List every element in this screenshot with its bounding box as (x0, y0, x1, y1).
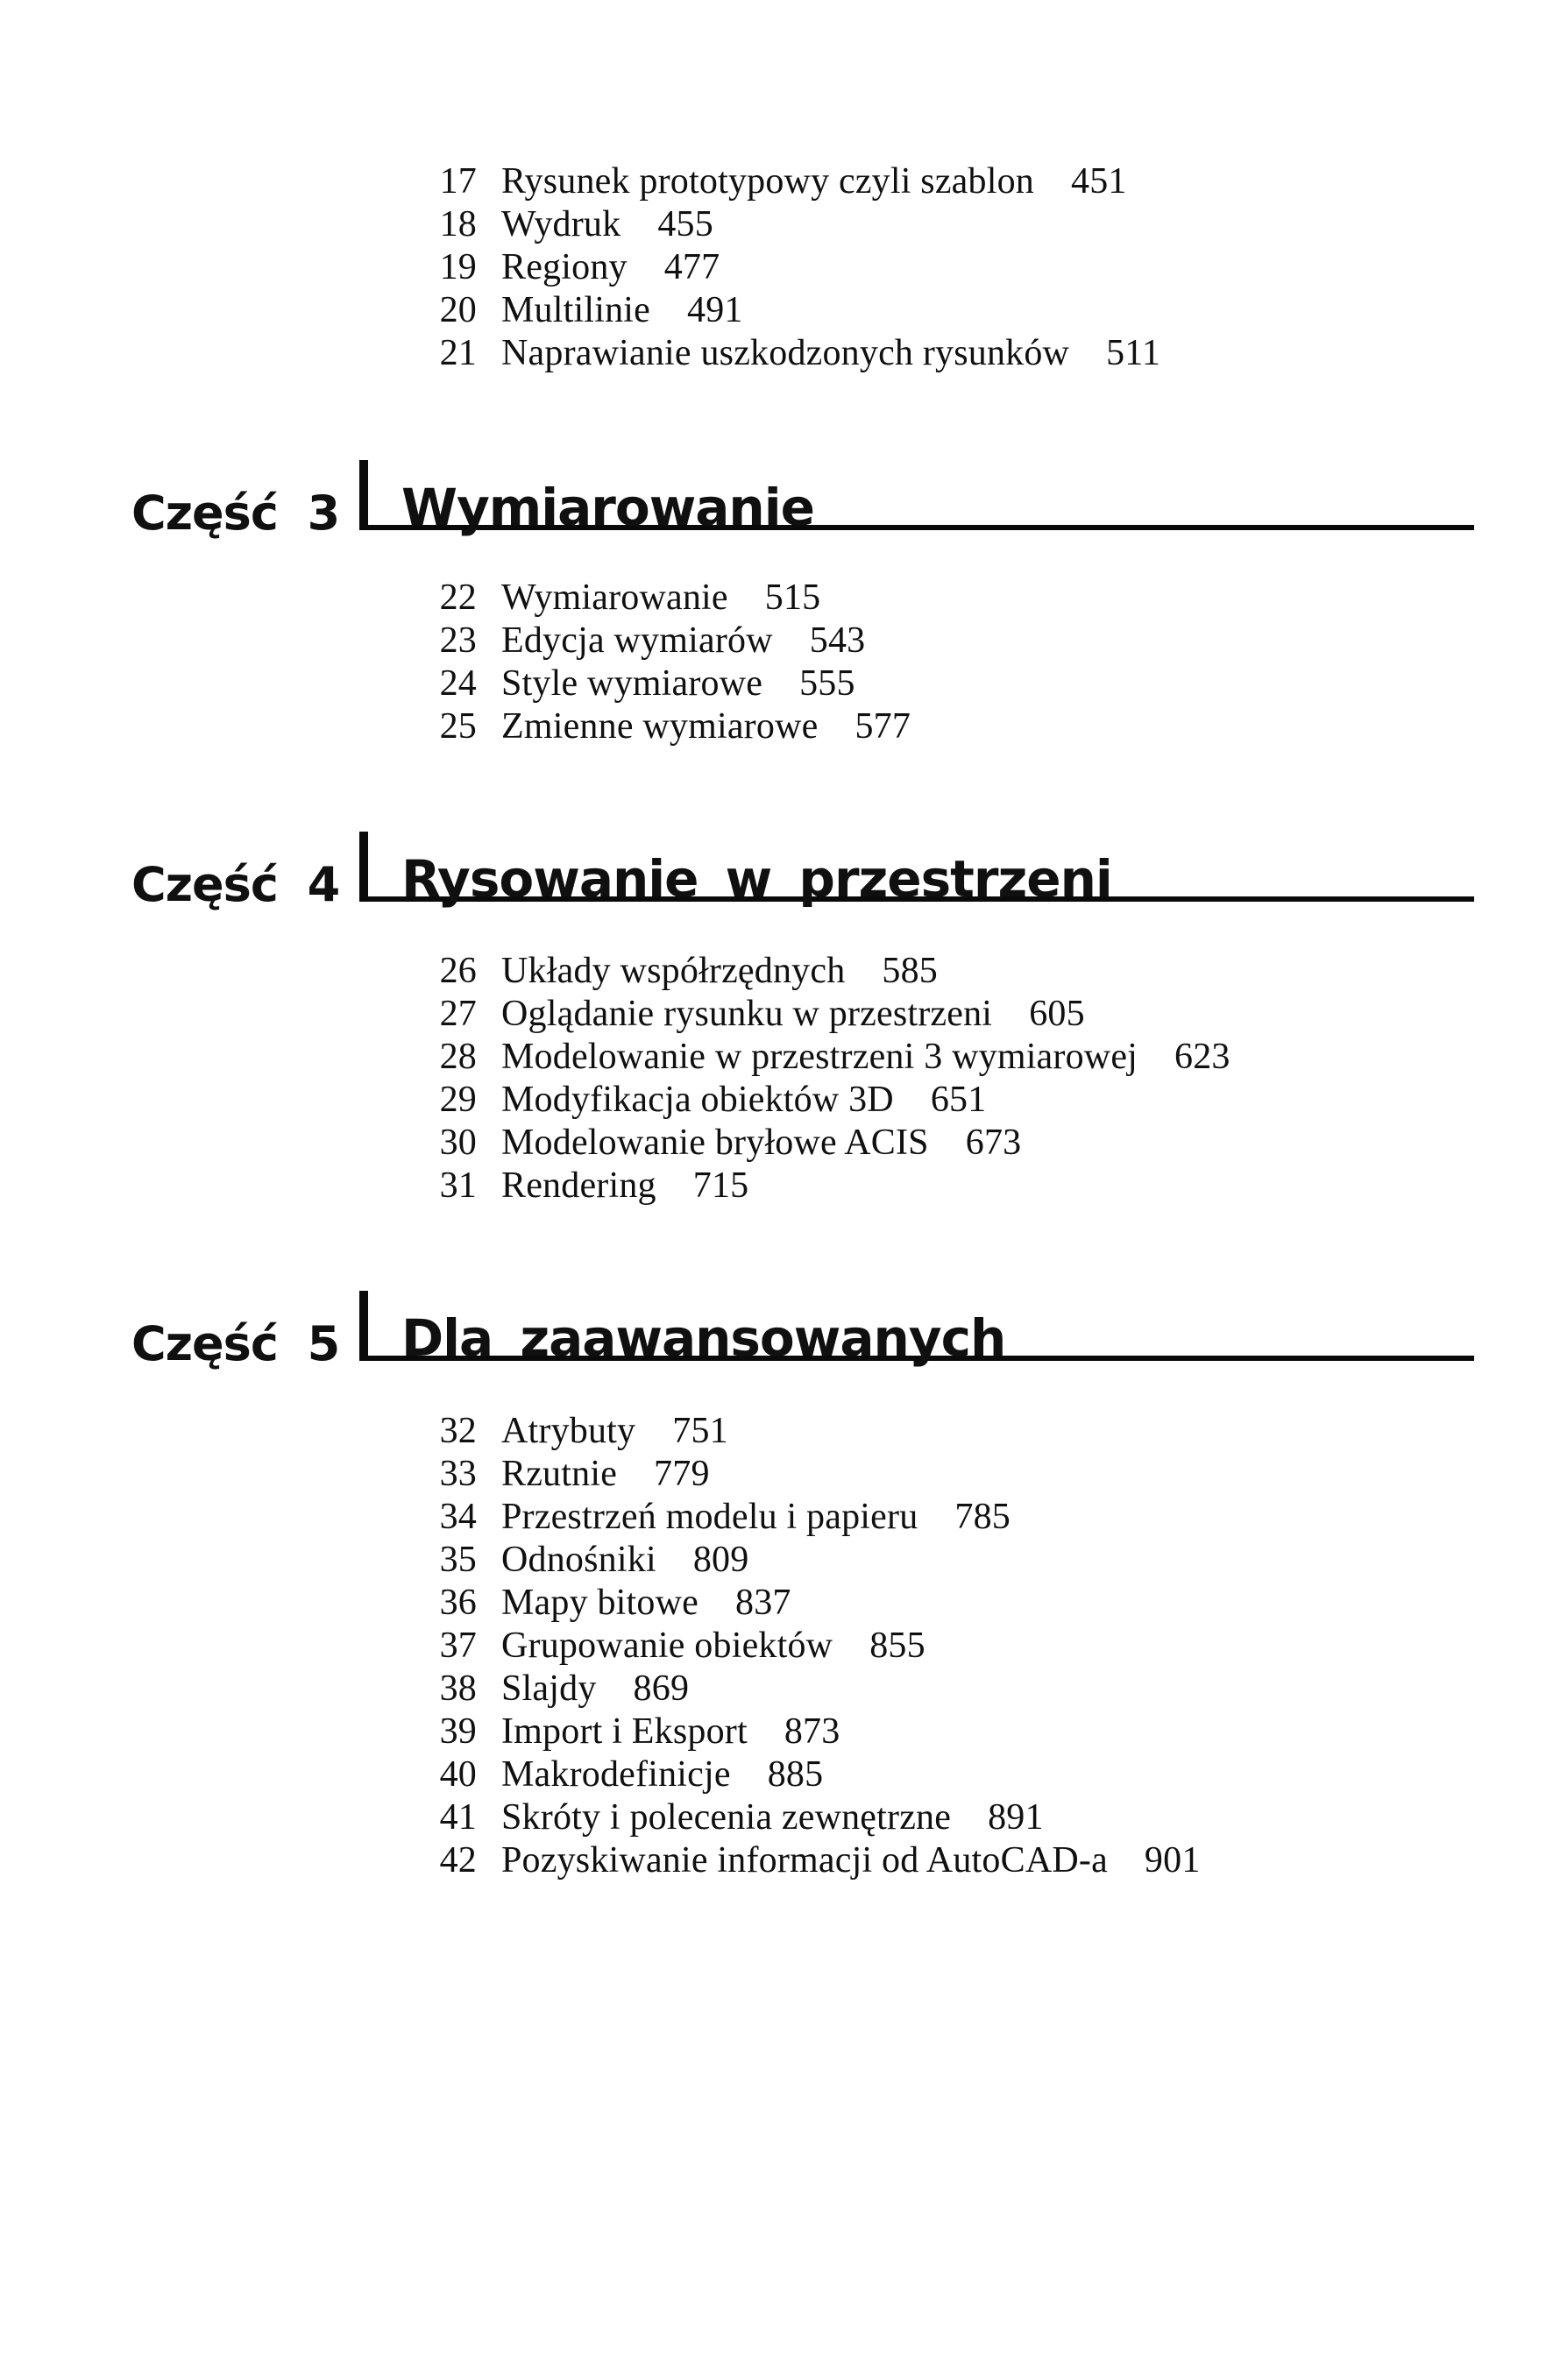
chapter-title: Modelowanie bryłowe ACIS (501, 1123, 929, 1163)
page-number: 651 (930, 1080, 987, 1120)
chapter-title: Naprawianie uszkodzonych rysunków (501, 333, 1070, 373)
toc-entry (433, 1453, 1397, 1496)
page-number: 751 (672, 1411, 728, 1451)
chapter-title: Przestrzeń modelu i papieru (501, 1497, 918, 1537)
chapter-number: 40 (439, 1754, 477, 1795)
part-rule-box (359, 460, 1474, 537)
chapter-number: 29 (439, 1080, 477, 1120)
page-number: 873 (784, 1711, 840, 1752)
chapter-number: 24 (439, 663, 477, 704)
chapter-number: 19 (439, 247, 477, 287)
page-number: 715 (692, 1165, 749, 1206)
chapter-title: Atrybuty (501, 1411, 636, 1451)
toc-entry (433, 1079, 1397, 1122)
page-number: 515 (764, 577, 821, 618)
toc-entry (433, 1036, 1397, 1079)
chapter-number: 38 (439, 1668, 477, 1709)
page-number: 455 (657, 204, 713, 244)
chapter-title: Zmienne wymiarowe (501, 706, 819, 747)
page-number: 555 (799, 663, 855, 704)
toc-entry (433, 662, 1397, 705)
chapter-number: 22 (439, 577, 477, 618)
page-number: 809 (692, 1540, 749, 1580)
toc-entry (433, 993, 1397, 1036)
chapter-number: 28 (439, 1037, 477, 1077)
toc-entry (433, 1496, 1397, 1539)
toc-entry (433, 1839, 1397, 1882)
chapter-title: Wymiarowanie (501, 577, 728, 618)
toc-entry (433, 620, 1397, 662)
page-number: 543 (809, 620, 866, 661)
toc-section-list (433, 577, 1397, 748)
toc-section-list (433, 950, 1397, 1208)
page-number: 673 (965, 1123, 1022, 1163)
chapter-number: 34 (439, 1497, 477, 1537)
chapter-title: Slajdy (501, 1668, 597, 1709)
toc-entry (433, 1165, 1397, 1208)
toc-entry (433, 1625, 1397, 1668)
part-label-text: Część 3 (131, 485, 340, 541)
page-number: 605 (1029, 994, 1085, 1034)
chapter-number: 20 (439, 290, 477, 330)
chapter-title: Makrodefinicje (501, 1754, 731, 1795)
toc-entry (433, 1122, 1397, 1165)
page-number: 837 (735, 1583, 791, 1623)
toc-entry (433, 577, 1397, 620)
page-number: 885 (767, 1754, 824, 1795)
toc-entry (433, 1410, 1397, 1453)
chapter-number: 35 (439, 1540, 477, 1580)
toc-entry (433, 950, 1397, 993)
chapter-title: Multilinie (501, 290, 650, 330)
page-number: 491 (687, 290, 743, 330)
chapter-number: 21 (439, 333, 477, 373)
page-number: 785 (954, 1497, 1011, 1537)
page-number: 577 (855, 706, 911, 747)
page-number: 451 (1071, 161, 1127, 202)
chapter-number: 25 (439, 706, 477, 747)
chapter-number: 31 (439, 1165, 477, 1206)
toc-entry (433, 1711, 1397, 1753)
part-rule-box (359, 1291, 1474, 1368)
chapter-number: 17 (439, 161, 477, 202)
chapter-title: Układy współrzędnych (501, 951, 846, 991)
part-label (131, 460, 359, 541)
chapter-number: 36 (439, 1583, 477, 1623)
page-number: 891 (988, 1797, 1044, 1838)
chapter-title: Rendering (501, 1165, 656, 1206)
chapter-title: Modyfikacja obiektów 3D (501, 1080, 894, 1120)
chapter-title: Edycja wymiarów (501, 620, 773, 661)
page-number: 901 (1144, 1840, 1201, 1881)
chapter-number: 30 (439, 1123, 477, 1163)
chapter-title: Odnośniki (501, 1540, 656, 1580)
toc-section-list (433, 1410, 1397, 1882)
toc-entry (433, 246, 1397, 289)
chapter-title: Skróty i polecenia zewnętrzne (501, 1797, 952, 1838)
chapter-number: 33 (439, 1454, 477, 1494)
chapter-title: Modelowanie w przestrzeni 3 wymiarowej (501, 1037, 1138, 1077)
chapter-title: Grupowanie obiektów (501, 1626, 833, 1666)
part-rule-box (359, 832, 1474, 909)
chapter-number: 37 (439, 1626, 477, 1666)
chapter-title: Mapy bitowe (501, 1583, 699, 1623)
chapter-title: Style wymiarowe (501, 663, 763, 704)
chapter-number: 23 (439, 620, 477, 661)
toc-entry (433, 1582, 1397, 1625)
chapter-title: Pozyskiwanie informacji od AutoCAD-a (501, 1840, 1108, 1881)
part-title: Wymiarowanie (401, 478, 814, 537)
chapter-number: 39 (439, 1711, 477, 1752)
toc-entry (433, 1796, 1397, 1839)
page-number: 623 (1174, 1037, 1230, 1077)
chapter-title: Import i Eksport (501, 1711, 748, 1752)
part-title: Dla zaawansowanych (401, 1308, 1006, 1368)
part-title: Rysowanie w przestrzeni (401, 849, 1112, 909)
part-heading-5 (131, 1291, 1474, 1371)
chapter-number: 41 (439, 1797, 477, 1838)
page-number: 869 (633, 1668, 690, 1709)
chapter-number: 27 (439, 994, 477, 1034)
chapter-title: Rysunek prototypowy czyli szablon (501, 161, 1034, 202)
page-number: 855 (869, 1626, 925, 1666)
part-label-text: Część 4 (131, 857, 340, 912)
chapter-title: Regiony (501, 247, 628, 287)
part-heading-3 (131, 460, 1474, 541)
part-label (131, 832, 359, 912)
part-label (131, 1291, 359, 1371)
chapter-title: Oglądanie rysunku w przestrzeni (501, 994, 993, 1034)
page-number: 477 (663, 247, 720, 287)
chapter-title: Wydruk (501, 204, 621, 244)
page-number: 779 (654, 1454, 710, 1494)
toc-entry (433, 289, 1397, 332)
page-number: 585 (882, 951, 939, 991)
chapter-title: Rzutnie (501, 1454, 618, 1494)
toc-entry (433, 705, 1397, 748)
toc-section-list (433, 160, 1397, 375)
toc-entry (433, 1539, 1397, 1582)
chapter-number: 18 (439, 204, 477, 244)
toc-entry (433, 332, 1397, 375)
chapter-number: 32 (439, 1411, 477, 1451)
part-heading-4 (131, 832, 1474, 912)
page-number: 511 (1106, 333, 1161, 373)
toc-entry (433, 203, 1397, 246)
part-label-text: Część 5 (131, 1316, 340, 1371)
toc-entry (433, 1668, 1397, 1711)
toc-entry (433, 160, 1397, 203)
chapter-number: 42 (439, 1840, 477, 1881)
toc-entry (433, 1753, 1397, 1796)
chapter-number: 26 (439, 951, 477, 991)
